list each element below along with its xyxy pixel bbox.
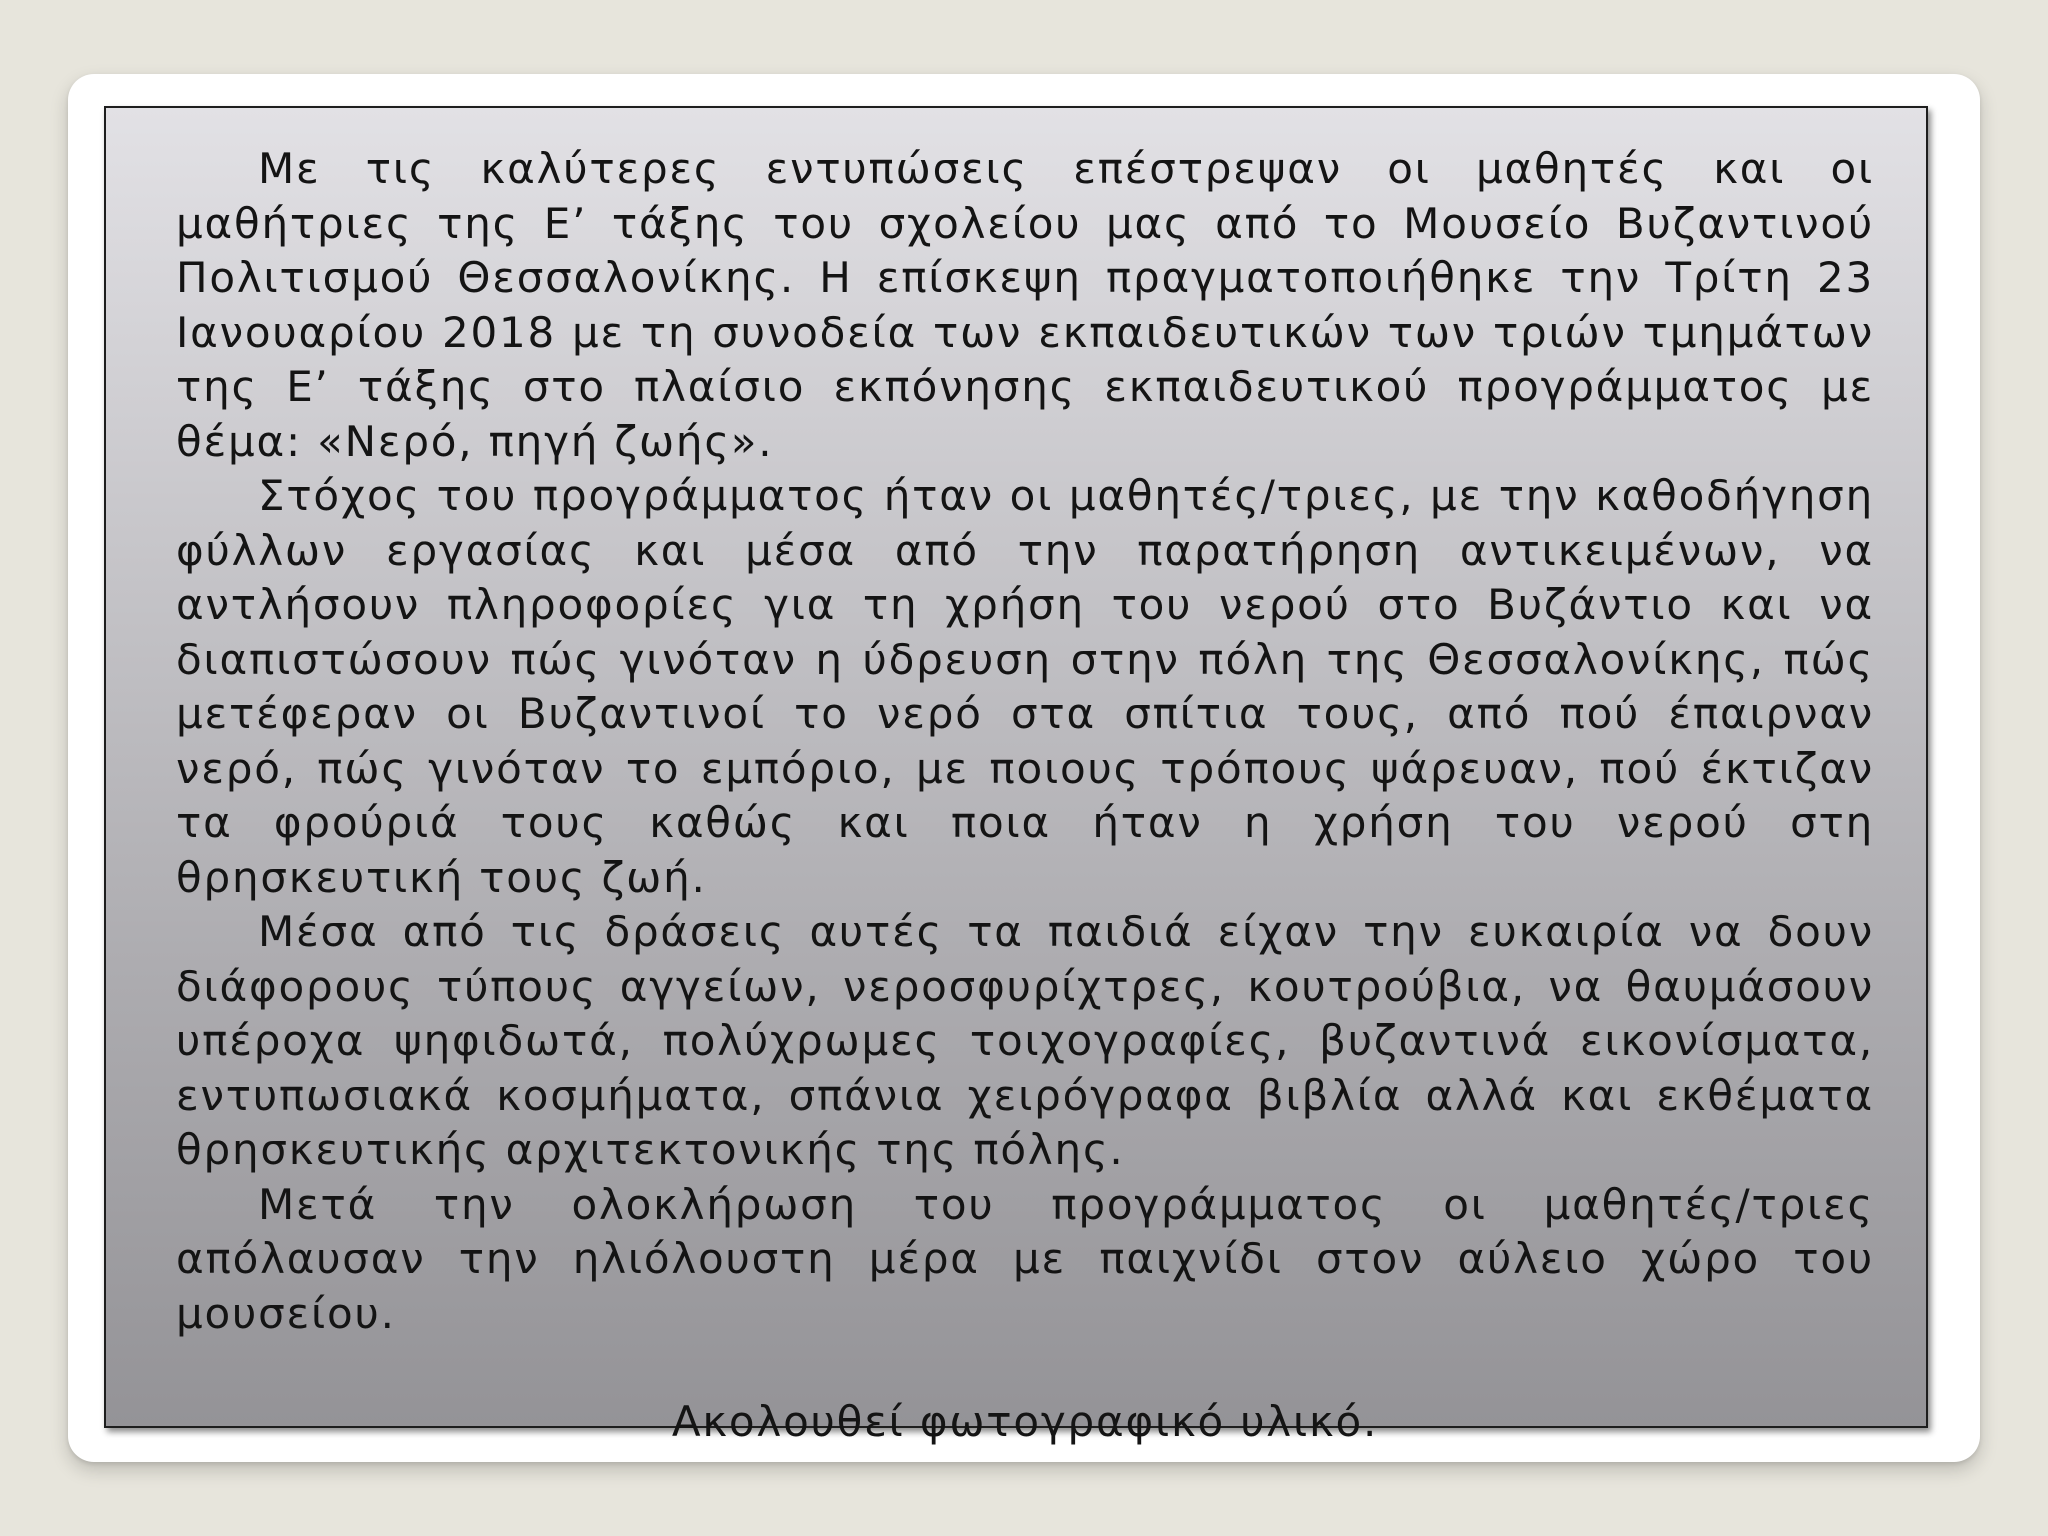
paragraph-goals: Στόχος του προγράμματος ήταν οι μαθητές/τριες, με την καθοδήγηση φύλλων εργασίας και μέσα από την παρατήρηση αντικειμένων, να αντλήσουν πληροφορίες για τη χρήση του νερού στο Βυζάντιο και να διαπιστώσουν πώς γινόταν η ύδρευση στην πόλη της Θεσσαλονίκης, πώς μετέφεραν οι Βυζαντινοί το νερό στα σπίτια τους, από πού έπαιρναν νερό, πώς γινόταν το εμπόριο, με ποιους τρόπους ψάρευαν, πού έκτιζαν τα φρούριά τους καθώς και ποια ήταν η χρήση του νερού στη θρησκευτική τους ζωή. xyxy=(176,471,1874,902)
article-body xyxy=(176,142,1874,1450)
paragraph-intro: Με τις καλύτερες εντυπώσεις επέστρεψαν οι μαθητές και οι μαθήτριες της Ε’ τάξης του σχολείου μας από το Μουσείο Βυζαντινού Πολιτισμού Θεσσαλονίκης. Η επίσκεψη πραγματοποιήθηκε την Τρίτη 23 Ιανουαρίου 2018 με τη συνοδεία των εκπαιδευτικών των τριών τμημάτων της Ε’ τάξης στο πλαίσιο εκπόνησης εκπαιδευτικού προγράμματος με θέμα: «Νερό, πηγή ζωής». xyxy=(176,144,1874,466)
closing-line: Ακολουθεί φωτογραφικό υλικό. xyxy=(671,1397,1379,1446)
text-panel xyxy=(104,106,1928,1446)
paragraph-conclusion: Μετά την ολοκλήρωση του προγράμματος οι μαθητές/τριες απόλαυσαν την ηλιόλουστη μέρα με παιχνίδι στον αύλειο χώρο του μουσείου. xyxy=(176,1179,1874,1338)
paragraph-exhibits: Μέσα από τις δράσεις αυτές τα παιδιά είχαν την ευκαιρία να δουν διάφορους τύπους αγγείων, νεροσφυρίχτρες, κουτρούβια, να θαυμάσουν υπέροχα ψηφιδωτά, πολύχρωμες τοιχογραφίες, βυζαντινά εικονίσματα, εντυπωσιακά κοσμήματα, σπάνια χειρόγραφα βιβλία αλλά και εκθέματα θρησκευτικής αρχιτεκτονικής της πόλης. xyxy=(176,907,1874,1174)
